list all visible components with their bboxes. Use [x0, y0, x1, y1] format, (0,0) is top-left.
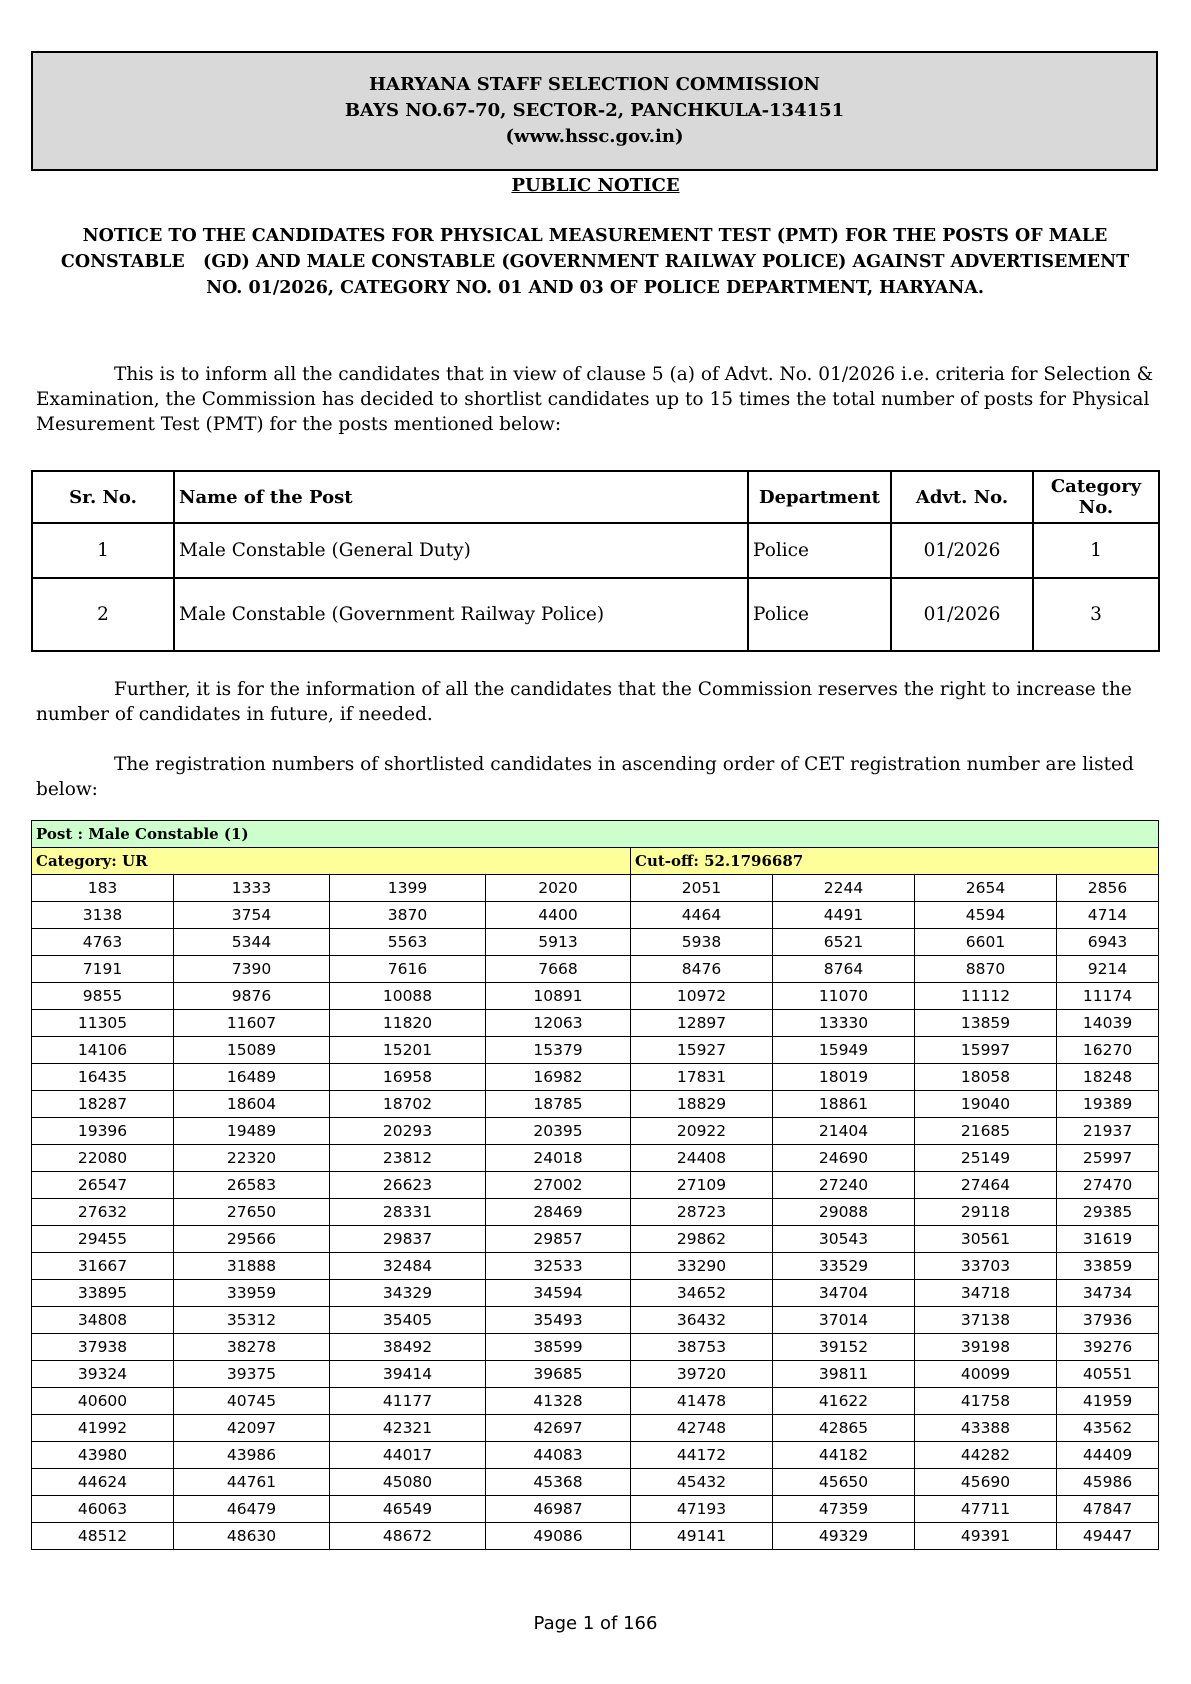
cell-advt-no: 01/2026 [891, 523, 1033, 578]
registration-number-cell: 45432 [631, 1469, 773, 1496]
registration-number-cell: 34734 [1057, 1280, 1159, 1307]
registration-number-cell: 12897 [631, 1010, 773, 1037]
header-sr-no: Sr. No. [32, 471, 174, 523]
registration-number-cell: 35312 [174, 1307, 330, 1334]
registration-number-cell: 46549 [330, 1496, 486, 1523]
cutoff-label: Cut-off: 52.1796687 [631, 848, 1159, 875]
registration-number-cell: 41177 [330, 1388, 486, 1415]
registration-number-cell: 22320 [174, 1145, 330, 1172]
registration-number-cell: 18702 [330, 1091, 486, 1118]
table-row [32, 875, 1159, 902]
commission-name: HARYANA STAFF SELECTION COMMISSION [369, 74, 820, 95]
cell-sr-no: 1 [32, 523, 174, 578]
registration-number-cell: 12063 [486, 1010, 631, 1037]
notice-title [36, 223, 1154, 301]
registration-number-cell: 32533 [486, 1253, 631, 1280]
public-notice-heading: PUBLIC NOTICE [511, 175, 680, 196]
registration-number-cell: 44761 [174, 1469, 330, 1496]
table-row [32, 1415, 1159, 1442]
table-row [32, 1172, 1159, 1199]
registration-number-cell: 11305 [32, 1010, 174, 1037]
registration-number-cell: 10088 [330, 983, 486, 1010]
registration-number-cell: 31619 [1057, 1226, 1159, 1253]
table-row [32, 1037, 1159, 1064]
registration-number-cell: 43980 [32, 1442, 174, 1469]
table-row [32, 1469, 1159, 1496]
registration-number-cell: 38599 [486, 1334, 631, 1361]
registration-number-cell: 6521 [773, 929, 915, 956]
registration-number-cell: 44182 [773, 1442, 915, 1469]
registration-number-cell: 2856 [1057, 875, 1159, 902]
registration-number-cell: 35493 [486, 1307, 631, 1334]
header-category-no [1033, 471, 1159, 523]
registration-number-cell: 17831 [631, 1064, 773, 1091]
registration-number-cell: 3870 [330, 902, 486, 929]
registration-number-cell: 19489 [174, 1118, 330, 1145]
registration-number-cell: 44172 [631, 1442, 773, 1469]
registration-number-cell: 39685 [486, 1361, 631, 1388]
registration-number-cell: 37014 [773, 1307, 915, 1334]
registration-number-cell: 29566 [174, 1226, 330, 1253]
registration-number-cell: 49447 [1057, 1523, 1159, 1550]
cell-category-no: 3 [1033, 578, 1159, 651]
registration-number-cell: 33703 [915, 1253, 1057, 1280]
registration-number-cell: 43986 [174, 1442, 330, 1469]
further-text: Further, it is for the information of all the candidates that the Commission reserves the right to increase the number of candidates in future, if needed. [36, 679, 1132, 725]
commission-address: BAYS NO.67-70, SECTOR-2, PANCHKULA-134151 [344, 100, 845, 121]
registration-number-cell: 46987 [486, 1496, 631, 1523]
notice-title-line-3: NO. 01/2026, CATEGORY NO. 01 AND 03 OF POLICE DEPARTMENT, HARYANA. [206, 278, 984, 298]
registration-number-cell: 27109 [631, 1172, 773, 1199]
registration-number-cell: 18785 [486, 1091, 631, 1118]
registration-number-cell: 27470 [1057, 1172, 1159, 1199]
registration-number-cell: 16270 [1057, 1037, 1159, 1064]
registration-number-cell: 13859 [915, 1010, 1057, 1037]
registration-number-cell: 16435 [32, 1064, 174, 1091]
registration-number-cell: 33859 [1057, 1253, 1159, 1280]
registration-number-cell: 44282 [915, 1442, 1057, 1469]
cell-post-name: Male Constable (Government Railway Police) [174, 578, 748, 651]
registration-number-cell: 2051 [631, 875, 773, 902]
registration-number-cell: 45368 [486, 1469, 631, 1496]
registration-number-cell: 6943 [1057, 929, 1159, 956]
registration-number-cell: 183 [32, 875, 174, 902]
registration-number-cell: 7668 [486, 956, 631, 983]
registration-number-cell: 47359 [773, 1496, 915, 1523]
letterhead [31, 51, 1158, 171]
registration-number-cell: 45690 [915, 1469, 1057, 1496]
registration-number-cell: 11820 [330, 1010, 486, 1037]
registration-number-cell: 40551 [1057, 1361, 1159, 1388]
intro-text: This is to inform all the candidates that in view of clause 5 (a) of Advt. No. 01/2026 i.e. criteria for Selection & Examination, the Commission has decided to shortlist candidates up to 15 times the total number of posts for Physical Mesurement Test (PMT) for the posts mentioned below: [36, 364, 1154, 435]
registration-number-cell: 20922 [631, 1118, 773, 1145]
registration-number-cell: 39720 [631, 1361, 773, 1388]
registration-table [31, 820, 1159, 1550]
registration-number-cell: 47193 [631, 1496, 773, 1523]
table-row [32, 929, 1159, 956]
registration-number-cell: 16982 [486, 1064, 631, 1091]
registration-number-cell: 11174 [1057, 983, 1159, 1010]
table-row [32, 1388, 1159, 1415]
registration-number-cell: 18287 [32, 1091, 174, 1118]
notice-title-line-2: CONSTABLE (GD) AND MALE CONSTABLE (GOVERNMENT RAILWAY POLICE) AGAINST ADVERTISEMENT [60, 252, 1130, 272]
header-advt-no: Advt. No. [891, 471, 1033, 523]
notice-title-line-1: NOTICE TO THE CANDIDATES FOR PHYSICAL MEASUREMENT TEST (PMT) FOR THE POSTS OF MALE [82, 226, 1108, 246]
registration-number-cell: 44017 [330, 1442, 486, 1469]
registration-number-cell: 40099 [915, 1361, 1057, 1388]
registration-number-cell: 2244 [773, 875, 915, 902]
listed-paragraph [36, 752, 1156, 802]
registration-number-cell: 39811 [773, 1361, 915, 1388]
registration-number-cell: 25149 [915, 1145, 1057, 1172]
registration-number-cell: 1333 [174, 875, 330, 902]
registration-number-cell: 37138 [915, 1307, 1057, 1334]
registration-number-cell: 34329 [330, 1280, 486, 1307]
registration-number-cell: 27632 [32, 1199, 174, 1226]
post-row [32, 821, 1159, 848]
registration-number-cell: 11607 [174, 1010, 330, 1037]
registration-number-cell: 21404 [773, 1118, 915, 1145]
registration-number-cell: 18829 [631, 1091, 773, 1118]
registration-number-cell: 13330 [773, 1010, 915, 1037]
registration-number-cell: 37938 [32, 1334, 174, 1361]
registration-number-cell: 2654 [915, 875, 1057, 902]
registration-number-cell: 42697 [486, 1415, 631, 1442]
registration-number-cell: 44083 [486, 1442, 631, 1469]
table-row [32, 1199, 1159, 1226]
registration-number-cell: 28469 [486, 1199, 631, 1226]
registration-number-cell: 4714 [1057, 902, 1159, 929]
registration-number-cell: 48672 [330, 1523, 486, 1550]
table-row [32, 1334, 1159, 1361]
registration-number-cell: 33895 [32, 1280, 174, 1307]
intro-paragraph [36, 362, 1156, 437]
table-row [32, 1361, 1159, 1388]
registration-number-cell: 41758 [915, 1388, 1057, 1415]
post-label: Post : Male Constable (1) [32, 821, 1159, 848]
registration-number-cell: 41478 [631, 1388, 773, 1415]
registration-number-cell: 5563 [330, 929, 486, 956]
registration-number-cell: 21685 [915, 1118, 1057, 1145]
registration-number-cell: 33959 [174, 1280, 330, 1307]
registration-number-cell: 11112 [915, 983, 1057, 1010]
posts-table-header [32, 471, 1159, 523]
table-row [32, 1523, 1159, 1550]
registration-number-cell: 27240 [773, 1172, 915, 1199]
table-row [32, 1010, 1159, 1037]
registration-number-cell: 16958 [330, 1064, 486, 1091]
registration-number-cell: 48512 [32, 1523, 174, 1550]
registration-number-cell: 9214 [1057, 956, 1159, 983]
posts-table [31, 470, 1160, 652]
registration-number-cell: 20293 [330, 1118, 486, 1145]
registration-number-cell: 15379 [486, 1037, 631, 1064]
registration-number-cell: 6601 [915, 929, 1057, 956]
registration-number-cell: 43388 [915, 1415, 1057, 1442]
registration-number-cell: 41959 [1057, 1388, 1159, 1415]
registration-number-cell: 42097 [174, 1415, 330, 1442]
registration-number-cell: 47847 [1057, 1496, 1159, 1523]
registration-number-cell: 10891 [486, 983, 631, 1010]
registration-number-cell: 29088 [773, 1199, 915, 1226]
registration-number-cell: 4763 [32, 929, 174, 956]
registration-number-cell: 26583 [174, 1172, 330, 1199]
registration-number-cell: 25997 [1057, 1145, 1159, 1172]
table-row [32, 1064, 1159, 1091]
registration-number-cell: 46479 [174, 1496, 330, 1523]
registration-number-cell: 32484 [330, 1253, 486, 1280]
table-row [32, 523, 1159, 578]
registration-number-cell: 49086 [486, 1523, 631, 1550]
registration-number-cell: 31888 [174, 1253, 330, 1280]
header-category-line-2: No. [1078, 497, 1114, 518]
registration-number-cell: 21937 [1057, 1118, 1159, 1145]
registration-number-cell: 41328 [486, 1388, 631, 1415]
registration-number-cell: 28723 [631, 1199, 773, 1226]
registration-number-cell: 14039 [1057, 1010, 1159, 1037]
registration-number-cell: 29118 [915, 1199, 1057, 1226]
registration-number-cell: 19389 [1057, 1091, 1159, 1118]
table-row [32, 1307, 1159, 1334]
registration-number-cell: 29455 [32, 1226, 174, 1253]
registration-number-cell: 3754 [174, 902, 330, 929]
table-row [32, 1118, 1159, 1145]
registration-number-cell: 4491 [773, 902, 915, 929]
registration-number-cell: 44624 [32, 1469, 174, 1496]
registration-number-cell: 18248 [1057, 1064, 1159, 1091]
registration-number-cell: 40745 [174, 1388, 330, 1415]
registration-number-cell: 24690 [773, 1145, 915, 1172]
registration-number-cell: 14106 [32, 1037, 174, 1064]
registration-number-cell: 4464 [631, 902, 773, 929]
registration-number-cell: 47711 [915, 1496, 1057, 1523]
registration-number-cell: 44409 [1057, 1442, 1159, 1469]
registration-number-cell: 48630 [174, 1523, 330, 1550]
further-paragraph [36, 677, 1156, 727]
registration-number-cell: 24408 [631, 1145, 773, 1172]
registration-number-cell: 15201 [330, 1037, 486, 1064]
registration-number-cell: 18019 [773, 1064, 915, 1091]
header-department: Department [748, 471, 891, 523]
registration-number-cell: 45650 [773, 1469, 915, 1496]
registration-number-cell: 42865 [773, 1415, 915, 1442]
commission-website: (www.hssc.gov.in) [505, 126, 684, 147]
registration-number-cell: 1399 [330, 875, 486, 902]
registration-number-cell: 22080 [32, 1145, 174, 1172]
table-row [32, 956, 1159, 983]
registration-number-cell: 41992 [32, 1415, 174, 1442]
registration-number-cell: 38278 [174, 1334, 330, 1361]
registration-number-cell: 15089 [174, 1037, 330, 1064]
registration-number-cell: 49141 [631, 1523, 773, 1550]
table-row [32, 983, 1159, 1010]
registration-number-cell: 7191 [32, 956, 174, 983]
registration-number-cell: 40600 [32, 1388, 174, 1415]
registration-number-cell: 41622 [773, 1388, 915, 1415]
table-row [32, 1280, 1159, 1307]
header-category-line-1: Category [1050, 476, 1142, 497]
table-row [32, 1226, 1159, 1253]
registration-number-cell: 34808 [32, 1307, 174, 1334]
registration-number-cell: 43562 [1057, 1415, 1159, 1442]
registration-number-cell: 30561 [915, 1226, 1057, 1253]
registration-number-cell: 45986 [1057, 1469, 1159, 1496]
registration-number-cell: 9876 [174, 983, 330, 1010]
registration-number-cell: 5938 [631, 929, 773, 956]
registration-number-cell: 38492 [330, 1334, 486, 1361]
registration-number-cell: 33290 [631, 1253, 773, 1280]
registration-number-cell: 27002 [486, 1172, 631, 1199]
registration-number-cell: 5344 [174, 929, 330, 956]
registration-number-cell: 39198 [915, 1334, 1057, 1361]
registration-number-cell: 8870 [915, 956, 1057, 983]
registration-number-cell: 29837 [330, 1226, 486, 1253]
registration-number-cell: 34718 [915, 1280, 1057, 1307]
registration-number-cell: 7390 [174, 956, 330, 983]
registration-number-cell: 39152 [773, 1334, 915, 1361]
registration-number-cell: 34594 [486, 1280, 631, 1307]
registration-number-cell: 19396 [32, 1118, 174, 1145]
registration-number-cell: 4400 [486, 902, 631, 929]
registration-number-cell: 26623 [330, 1172, 486, 1199]
page-number: Page 1 of 166 [533, 1613, 658, 1634]
registration-number-cell: 23812 [330, 1145, 486, 1172]
registration-number-cell: 4594 [915, 902, 1057, 929]
registration-number-cell: 11070 [773, 983, 915, 1010]
cell-category-no: 1 [1033, 523, 1159, 578]
registration-number-cell: 27464 [915, 1172, 1057, 1199]
registration-number-cell: 7616 [330, 956, 486, 983]
cell-post-name: Male Constable (General Duty) [174, 523, 748, 578]
registration-number-cell: 18861 [773, 1091, 915, 1118]
registration-number-cell: 24018 [486, 1145, 631, 1172]
registration-number-cell: 19040 [915, 1091, 1057, 1118]
table-row [32, 902, 1159, 929]
registration-number-cell: 9855 [32, 983, 174, 1010]
cell-advt-no: 01/2026 [891, 578, 1033, 651]
registration-number-cell: 33529 [773, 1253, 915, 1280]
registration-number-cell: 15949 [773, 1037, 915, 1064]
registration-number-cell: 3138 [32, 902, 174, 929]
registration-number-cell: 18604 [174, 1091, 330, 1118]
registration-number-cell: 10972 [631, 983, 773, 1010]
registration-number-cell: 39414 [330, 1361, 486, 1388]
registration-number-cell: 42321 [330, 1415, 486, 1442]
listed-text: The registration numbers of shortlisted candidates in ascending order of CET registration number are listed below: [36, 754, 1134, 800]
registration-number-cell: 49329 [773, 1523, 915, 1550]
cell-department: Police [748, 523, 891, 578]
registration-number-cell: 5913 [486, 929, 631, 956]
registration-number-cell: 28331 [330, 1199, 486, 1226]
registration-number-cell: 45080 [330, 1469, 486, 1496]
table-row [32, 1496, 1159, 1523]
registration-number-cell: 15997 [915, 1037, 1057, 1064]
category-label: Category: UR [32, 848, 631, 875]
registration-number-cell: 30543 [773, 1226, 915, 1253]
category-row [32, 848, 1159, 875]
registration-number-cell: 20395 [486, 1118, 631, 1145]
registration-number-cell: 29857 [486, 1226, 631, 1253]
cell-sr-no: 2 [32, 578, 174, 651]
table-row [32, 1253, 1159, 1280]
registration-number-cell: 37936 [1057, 1307, 1159, 1334]
table-row [32, 578, 1159, 651]
registration-number-cell: 29862 [631, 1226, 773, 1253]
registration-number-cell: 39375 [174, 1361, 330, 1388]
registration-number-cell: 31667 [32, 1253, 174, 1280]
table-row [32, 1145, 1159, 1172]
registration-number-cell: 15927 [631, 1037, 773, 1064]
registration-number-cell: 27650 [174, 1199, 330, 1226]
registration-number-cell: 29385 [1057, 1199, 1159, 1226]
registration-number-cell: 26547 [32, 1172, 174, 1199]
registration-number-cell: 42748 [631, 1415, 773, 1442]
cell-department: Police [748, 578, 891, 651]
table-row [32, 1442, 1159, 1469]
registration-number-cell: 35405 [330, 1307, 486, 1334]
registration-number-cell: 18058 [915, 1064, 1057, 1091]
registration-number-cell: 46063 [32, 1496, 174, 1523]
registration-number-cell: 39324 [32, 1361, 174, 1388]
table-row [32, 1091, 1159, 1118]
header-post-name: Name of the Post [174, 471, 748, 523]
registration-number-cell: 39276 [1057, 1334, 1159, 1361]
registration-number-cell: 16489 [174, 1064, 330, 1091]
registration-number-cell: 2020 [486, 875, 631, 902]
registration-number-cell: 34652 [631, 1280, 773, 1307]
registration-number-cell: 8476 [631, 956, 773, 983]
registration-number-cell: 49391 [915, 1523, 1057, 1550]
registration-number-cell: 38753 [631, 1334, 773, 1361]
registration-number-cell: 8764 [773, 956, 915, 983]
registration-number-cell: 36432 [631, 1307, 773, 1334]
registration-number-cell: 34704 [773, 1280, 915, 1307]
